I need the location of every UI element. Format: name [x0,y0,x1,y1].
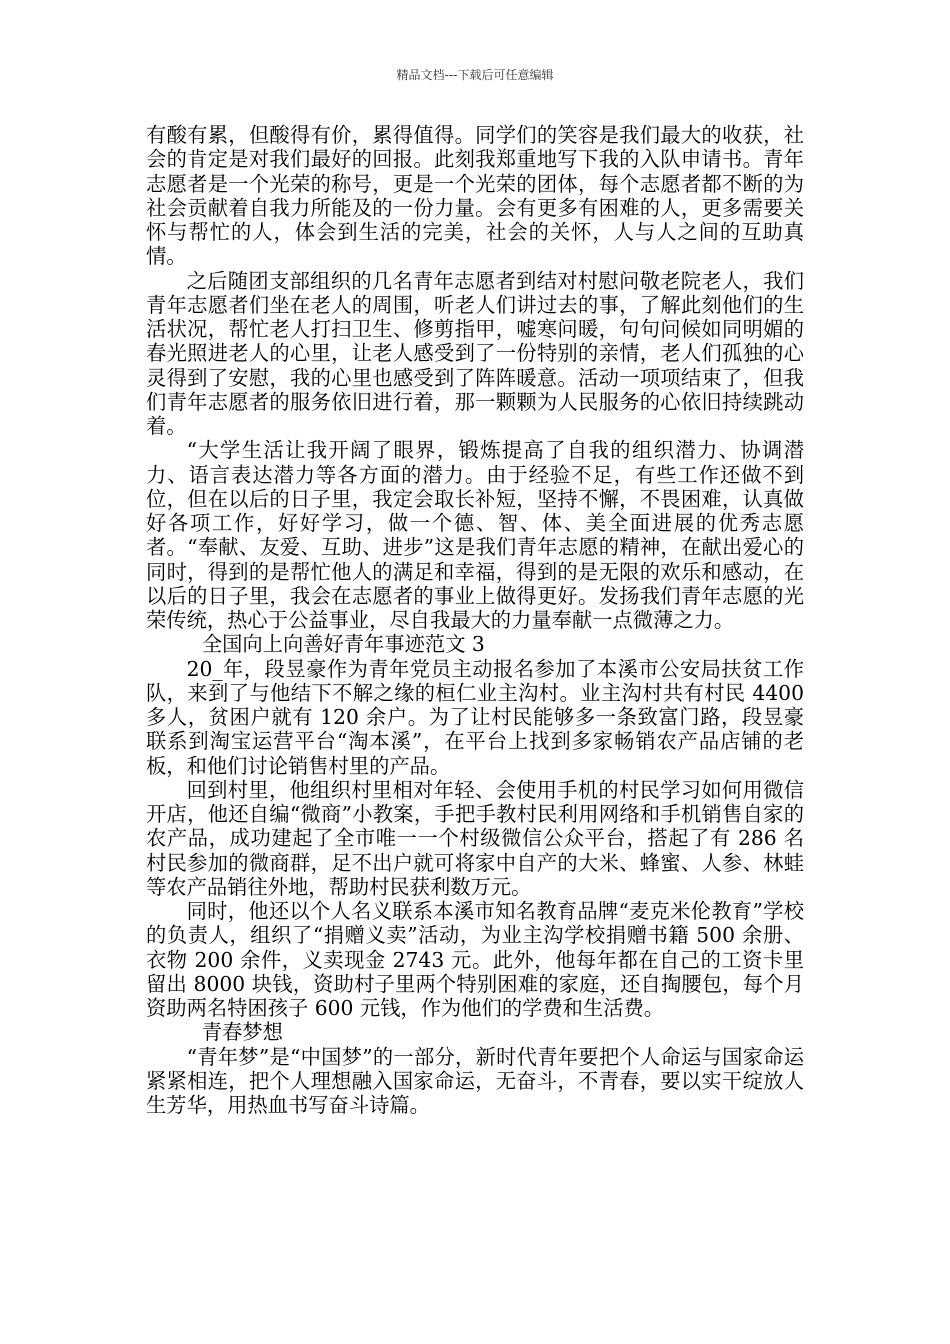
paragraph-1: 有酸有累，但酸得有价，累得值得。同学们的笑容是我们最大的收获，社会的肯定是对我们最好的回报。此刻我郑重地写下我的入队申请书。青年志愿者是一个光荣的称号，更是一个光荣的团体，每个志愿者都不断的为社会贡献着自我力所能及的一份力量。会有更多有困难的人，更多需要关怀与帮忙的人，体会到生活的完美，社会的关怀，人与人之间的互助真情。 [146,123,804,269]
document-body [146,123,804,1117]
section-heading-2: 青春梦想 [201,1020,283,1045]
paragraph-6: 同时，他还以个人名义联系本溪市知名教育品牌“麦克米伦教育”学校的负责人，组织了“捐赠义卖”活动，为业主沟学校捐赠书籍 500 余册、衣物 200 余件，义卖现金 2743 元。此外，他每年都在自己的工资卡里留出 8000 块钱，资助村子里两个特别困难的家庭，还自掏腰包，每个月资助两名特困孩子 600 元钱，作为他们的学费和生活费。 [146,899,804,1020]
page-header: 精品文档---下载后可任意编辑 [396,68,554,82]
paragraph-5: 回到村里，他组织村里相对年轻、会使用手机的村民学习如何用微信开店，他还自编“微商”小教案，手把手教村民利用网络和手机销售自家的农产品，成功建起了全市唯一一个村级微信公众平台，搭起了有 286 名村民参加的微商群，足不出户就可将家中自产的大米、蜂蜜、人参、林蛙等农产品销往外地，帮助村民获利数万元。 [146,777,804,899]
section-heading-1: 全国向上向善好青年事迹范文 3 [201,632,485,657]
paragraph-7: “青年梦”是“中国梦”的一部分，新时代青年要把个人命运与国家命运紧紧相连，把个人理想融入国家命运，无奋斗，不青春，要以实干绽放人生芳华，用热血书写奋斗诗篇。 [146,1044,804,1117]
paragraph-2: 之后随团支部组织的几名青年志愿者到结对村慰问敬老院老人，我们青年志愿者们坐在老人的周围，听老人们讲过去的事，了解此刻他们的生活状况，帮忙老人打扫卫生、修剪指甲，嘘寒问暖，句句问候如同明媚的春光照进老人的心里，让老人感受到了一份特别的亲情，老人们孤独的心灵得到了安慰，我的心里也感受到了阵阵暖意。活动一项项结束了，但我们青年志愿者的服务依旧进行着，那一颗颗为人民服务的心依旧持续跳动着。 [146,268,804,438]
paragraph-4: 20_年，段昱豪作为青年党员主动报名参加了本溪市公安局扶贫工作队，来到了与他结下不解之缘的桓仁业主沟村。业主沟村共有村民 4400 多人，贫困户就有 120 余户。为了让村民能够多一条致富门路，段昱豪联系到淘宝运营平台“淘本溪”，在平台上找到多家畅销农产品店铺的老板，和他们讨论销售村里的产品。 [146,656,804,778]
paragraph-3: “大学生活让我开阔了眼界，锻炼提高了自我的组织潜力、协调潜力、语言表达潜力等各方面的潜力。由于经验不足，有些工作还做不到位，但在以后的日子里，我定会取长补短，坚持不懈，不畏困难，认真做好各项工作，好好学习，做一个德、智、体、美全面进展的优秀志愿者。“奉献、友爱、互助、进步”这是我们青年志愿的精神，在献出爱心的同时，得到的是帮忙他人的满足和幸福，得到的是无限的欢乐和感动，在以后的日子里，我会在志愿者的事业上做得更好。发扬我们青年志愿的光荣传统，热心于公益事业，尽自我最大的力量奉献一点微薄之力。 [146,438,804,632]
